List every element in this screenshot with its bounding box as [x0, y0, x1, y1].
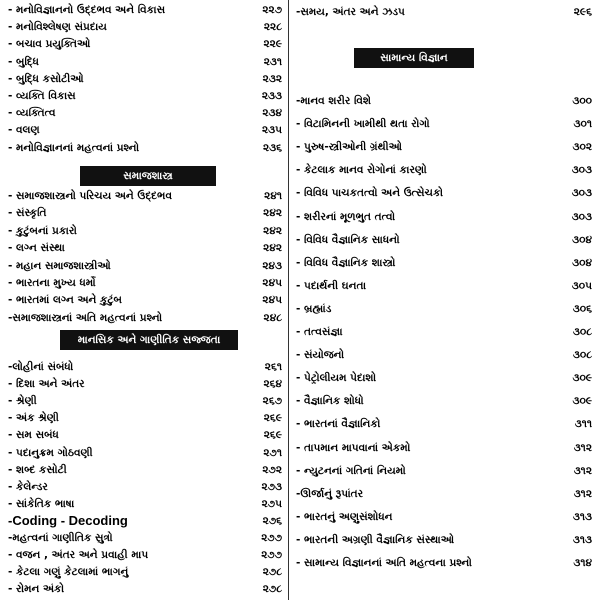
toc-entry-title: - કેટલાક માનવ રોગોનાં કારણો — [296, 164, 427, 177]
toc-entry — [8, 19, 282, 35]
toc-entry-title: -માનવ શરીર વિશે — [296, 95, 371, 107]
toc-entry-page: ૨૭૫ — [261, 497, 282, 510]
toc-entry-page: ૩૦૯ — [572, 372, 592, 385]
toc-entry — [8, 479, 282, 495]
toc-entry-title: - ન્યુટનનાં ગતિનાં નિયમો — [296, 464, 406, 477]
toc-entry-title: - અંક શ્રેણી — [8, 412, 59, 425]
toc-entry-page: ૨૭૭ — [261, 549, 282, 562]
toc-entry — [8, 275, 282, 291]
toc-entry-page: ૨૯૬ — [573, 6, 592, 18]
toc-entry-page: ૨૬૭ — [262, 395, 282, 408]
toc-entry-title: -લોહીનાં સંબંધો — [8, 361, 74, 373]
toc-entry-page: ૨૪૮ — [263, 311, 282, 324]
toc-entry-title: -Coding - Decoding — [8, 512, 128, 528]
toc-entry — [8, 310, 282, 326]
toc-entry-title: - સંસ્કૃતિ — [8, 207, 47, 220]
toc-entry-title: - વિટામિનની ખામીથી થતા રોગો — [296, 118, 430, 131]
toc-entry-page: ૩૦૧ — [573, 118, 592, 131]
toc-entry-title: - વ્યક્તિત્વ — [8, 107, 56, 120]
toc-entry-page: ૨૩૨ — [262, 72, 282, 85]
toc-entry-title: - પદાર્થની ઘનતા — [296, 279, 367, 292]
toc-entry — [296, 185, 592, 201]
toc-entry-page: ૨૭૩ — [261, 480, 282, 493]
toc-entry — [296, 255, 592, 271]
toc-entry-title: - તાપમાન માપવાનાં એકમો — [296, 441, 411, 454]
toc-entry-title: - વજન , અંતર અને પ્રવાહી માપ — [8, 549, 149, 562]
toc-entry-title: - ભારતમાં લગ્ન અને કુટુંબ — [8, 294, 122, 307]
toc-entry-page: ૨૩૧ — [263, 55, 282, 68]
toc-entry-page: ૨૬૧ — [264, 361, 282, 373]
toc-entry-page: ૨૨૯ — [263, 38, 282, 51]
toc-entry — [296, 301, 592, 317]
toc-entry-title: - પેટ્રોલીયમ પેદાશો — [296, 372, 377, 385]
toc-entry-page: ૩૦૩ — [571, 210, 592, 223]
toc-entry — [8, 292, 282, 308]
toc-entry-page: ૩૦૩ — [571, 164, 592, 177]
toc-entry-title: - બુદ્ધિ — [8, 55, 39, 68]
toc-entry-title: - ભારતના મુખ્ય ધર્મો — [8, 277, 96, 289]
toc-entry — [8, 496, 282, 512]
toc-entry — [296, 324, 592, 340]
toc-entry-title: - સામાન્ય વિજ્ઞાનનાં અતિ મહત્વના પ્રશ્નો — [296, 557, 472, 569]
toc-entry-title: - મનોવિજ્ઞાનનો ઉદ્દભવ અને વિકાસ — [8, 4, 166, 16]
toc-entry-page: ૨૭૬ — [262, 514, 282, 527]
section-header-label: માનસિક અને ગાણીતિક સજ્જતા — [77, 334, 221, 346]
toc-left-column — [8, 0, 282, 600]
toc-entry-title: - મનોવિશ્લેષણ સંપ્રદાય — [8, 21, 107, 34]
toc-entry-page: ૨૭૭ — [261, 532, 282, 544]
toc-entry-title: - પદાનુક્રમ ગોઠવણી — [8, 446, 93, 459]
toc-entry — [296, 370, 592, 386]
toc-entry — [8, 376, 282, 392]
toc-entry-title: - ભારતનું અણુસંશોધન — [296, 510, 393, 523]
toc-entry — [8, 547, 282, 563]
toc-entry — [296, 209, 592, 225]
toc-entry-title: - કેટલા ગણું કેટલામાં ભાગનું — [8, 566, 129, 579]
toc-entry — [296, 463, 592, 479]
toc-entry-page: ૩૦૨ — [572, 141, 592, 154]
toc-entry-title: - વૈજ્ઞાનિક શોધો — [296, 395, 364, 408]
toc-entry-title: -ઊર્જાનું રૂપાંતર — [296, 487, 364, 500]
toc-entry-page: ૨૪૧ — [264, 190, 282, 202]
toc-entry — [8, 581, 282, 597]
toc-entry-page: ૨૭૧ — [263, 446, 282, 459]
toc-entry-page: ૨૬૪ — [263, 378, 282, 391]
toc-entry-title: - ભારતની અગ્રણી વૈજ્ઞાનિક સંસ્થાઓ — [296, 533, 455, 546]
toc-entry-title: - વિવિધ વૈજ્ઞાનિક સાધનો — [296, 233, 400, 246]
toc-entry — [8, 564, 282, 580]
section-header-label: સામાન્ય વિજ્ઞાન — [380, 52, 448, 64]
toc-entry — [8, 462, 282, 478]
section-header-general-science — [354, 48, 474, 68]
toc-entry-title: - રોમન અંકો — [8, 583, 65, 596]
toc-entry-page: ૩૦૮ — [572, 349, 592, 362]
section-header-sociology — [80, 166, 216, 186]
toc-entry-title: - શરીરનાં મૂળભુત તત્વો — [296, 210, 396, 223]
toc-entry — [296, 4, 592, 20]
toc-entry — [8, 36, 282, 52]
section-header-mental-math — [60, 330, 238, 350]
toc-entry-page: ૩૧૩ — [572, 510, 592, 523]
toc-entry — [296, 486, 592, 502]
toc-entry-title: - વ્યક્તિ વિકાસ — [8, 90, 76, 102]
toc-entry-title: - સમ સબંધ — [8, 429, 59, 442]
toc-entry — [296, 555, 592, 571]
toc-entry-page: ૩૧૧ — [574, 418, 592, 431]
toc-entry-page: ૩૦૫ — [571, 279, 592, 292]
toc-entry-page: ૨૪૨ — [263, 224, 282, 237]
toc-entry-page: ૨૭૨ — [262, 463, 282, 476]
toc-entry — [8, 71, 282, 87]
toc-entry — [8, 359, 282, 375]
toc-entry — [296, 116, 592, 132]
toc-entry-title: - મહાન સમાજશાસ્ત્રીઓ — [8, 259, 111, 272]
toc-entry-page: ૨૩૬ — [262, 141, 282, 154]
toc-entry-page: ૩૦૬ — [572, 302, 592, 315]
toc-entry — [296, 93, 592, 109]
toc-entry — [8, 205, 282, 221]
toc-entry — [8, 240, 282, 256]
toc-entry-page: ૨૩૪ — [262, 107, 282, 120]
toc-entry-page: ૨૪૨ — [263, 207, 282, 220]
toc-entry-title: - દિશા અને અંતર — [8, 378, 85, 391]
column-divider — [288, 0, 289, 600]
toc-entry — [8, 105, 282, 121]
section-header-label: સમાજશાસ્ત્ર — [123, 170, 173, 182]
toc-entry-title: - વલણ — [8, 124, 40, 137]
toc-entry-page: ૨૪૨ — [263, 242, 282, 255]
toc-entry-page: ૩૦૪ — [572, 233, 592, 246]
toc-entry-title: - મનોવિજ્ઞાનનાં મહત્વનાં પ્રશ્નો — [8, 141, 140, 154]
toc-entry-page: ૩૦૯ — [572, 395, 592, 408]
toc-entry-title: - બચાવ પ્રયુક્તિઓ — [8, 38, 91, 51]
toc-entry-page: ૨૬૯ — [263, 429, 282, 442]
toc-entry — [8, 410, 282, 426]
toc-entry-title: - કુટુંબનાં પ્રકારો — [8, 224, 77, 237]
toc-entry-title: -મહત્વનાં ગાણીતિક સુત્રો — [8, 532, 113, 544]
toc-entry — [8, 122, 282, 138]
toc-entry-page: ૩૧૪ — [573, 557, 592, 569]
toc-entry-title: -સમાજશાસ્ત્રનાં અતિ મહત્વનાં પ્રશ્નો — [8, 311, 163, 324]
toc-entry-page: ૨૪૩ — [262, 259, 282, 272]
toc-entry — [296, 278, 592, 294]
toc-entry-page: ૨૩૫ — [261, 124, 282, 137]
toc-entry — [8, 54, 282, 70]
toc-entry — [8, 88, 282, 104]
toc-entry-title: - સાંકેતિક ભાષા — [8, 497, 75, 510]
toc-entry-title: - બુદ્ધિ કસોટીઓ — [8, 72, 84, 85]
toc-entry-title: - વિવિધ પાચકતત્વો અને ઉત્સેચકો — [296, 187, 443, 200]
toc-entry — [8, 530, 282, 546]
toc-entry — [8, 445, 282, 461]
toc-entry-page: ૩૧૨ — [573, 464, 592, 477]
toc-entry-page: ૨૨૮ — [263, 21, 282, 34]
toc-entry-page: ૩૦૮ — [572, 326, 592, 338]
toc-entry-title: - સંયોજનો — [296, 349, 345, 362]
toc-entry-title: - તત્વસંજ્ઞા — [296, 326, 343, 338]
toc-entry-page: ૨૭૮ — [262, 583, 282, 596]
toc-entry-page: ૩૦૦ — [572, 95, 592, 107]
toc-entry — [296, 440, 592, 456]
toc-entry-title: - કેલેન્ડર — [8, 480, 48, 493]
toc-entry-page: ૩૧૩ — [572, 533, 592, 546]
toc-entry-title: - પુરુષ-સ્ત્રીઓની ગ્રંથીઓ — [296, 141, 403, 154]
toc-entry-title: - સમાજશાસ્ત્રનો પરિચય અને ઉદ્દભવ — [8, 190, 172, 202]
toc-entry — [296, 162, 592, 178]
toc-entry — [296, 509, 592, 525]
toc-entry — [8, 223, 282, 239]
toc-entry — [296, 139, 592, 155]
toc-entry — [8, 188, 282, 204]
toc-entry-page: ૨૩૩ — [261, 90, 282, 102]
toc-entry-title: -સમય, અંતર અને ઝડપ — [296, 6, 405, 18]
toc-entry — [296, 532, 592, 548]
toc-entry — [8, 393, 282, 409]
toc-entry — [296, 393, 592, 409]
toc-entry-page: ૨૪૫ — [262, 277, 282, 289]
toc-entry — [8, 427, 282, 443]
toc-entry — [8, 258, 282, 274]
toc-right-column — [296, 0, 592, 600]
toc-entry — [8, 140, 282, 156]
toc-entry-page: ૨૬૯ — [263, 412, 282, 425]
toc-entry — [296, 232, 592, 248]
toc-entry — [296, 416, 592, 432]
toc-entry — [8, 2, 282, 18]
toc-entry — [8, 513, 282, 529]
toc-entry-page: ૩૧૨ — [573, 441, 592, 454]
toc-entry-page: ૨૨૭ — [262, 4, 282, 16]
toc-entry-page: ૩૦૩ — [571, 187, 592, 200]
toc-entry-title: - વિવિધ વૈજ્ઞાનિક શાસ્ત્રો — [296, 256, 396, 269]
toc-entry-title: - શ્રેણી — [8, 395, 37, 408]
toc-entry-title: - ભારતનાં વૈજ્ઞાનિકો — [296, 418, 381, 431]
toc-entry-title: - બ્રહ્માંડ — [296, 302, 332, 315]
toc-entry-page: ૨૭૮ — [262, 566, 282, 579]
toc-entry-title: - શબ્દ કસોટી — [8, 463, 67, 476]
toc-entry-page: ૨૪૫ — [262, 294, 282, 307]
toc-entry — [296, 347, 592, 363]
toc-entry-page: ૩૧૨ — [573, 487, 592, 500]
toc-entry-title: - લગ્ન સંસ્થા — [8, 242, 65, 255]
toc-entry-page: ૩૦૪ — [572, 256, 592, 269]
